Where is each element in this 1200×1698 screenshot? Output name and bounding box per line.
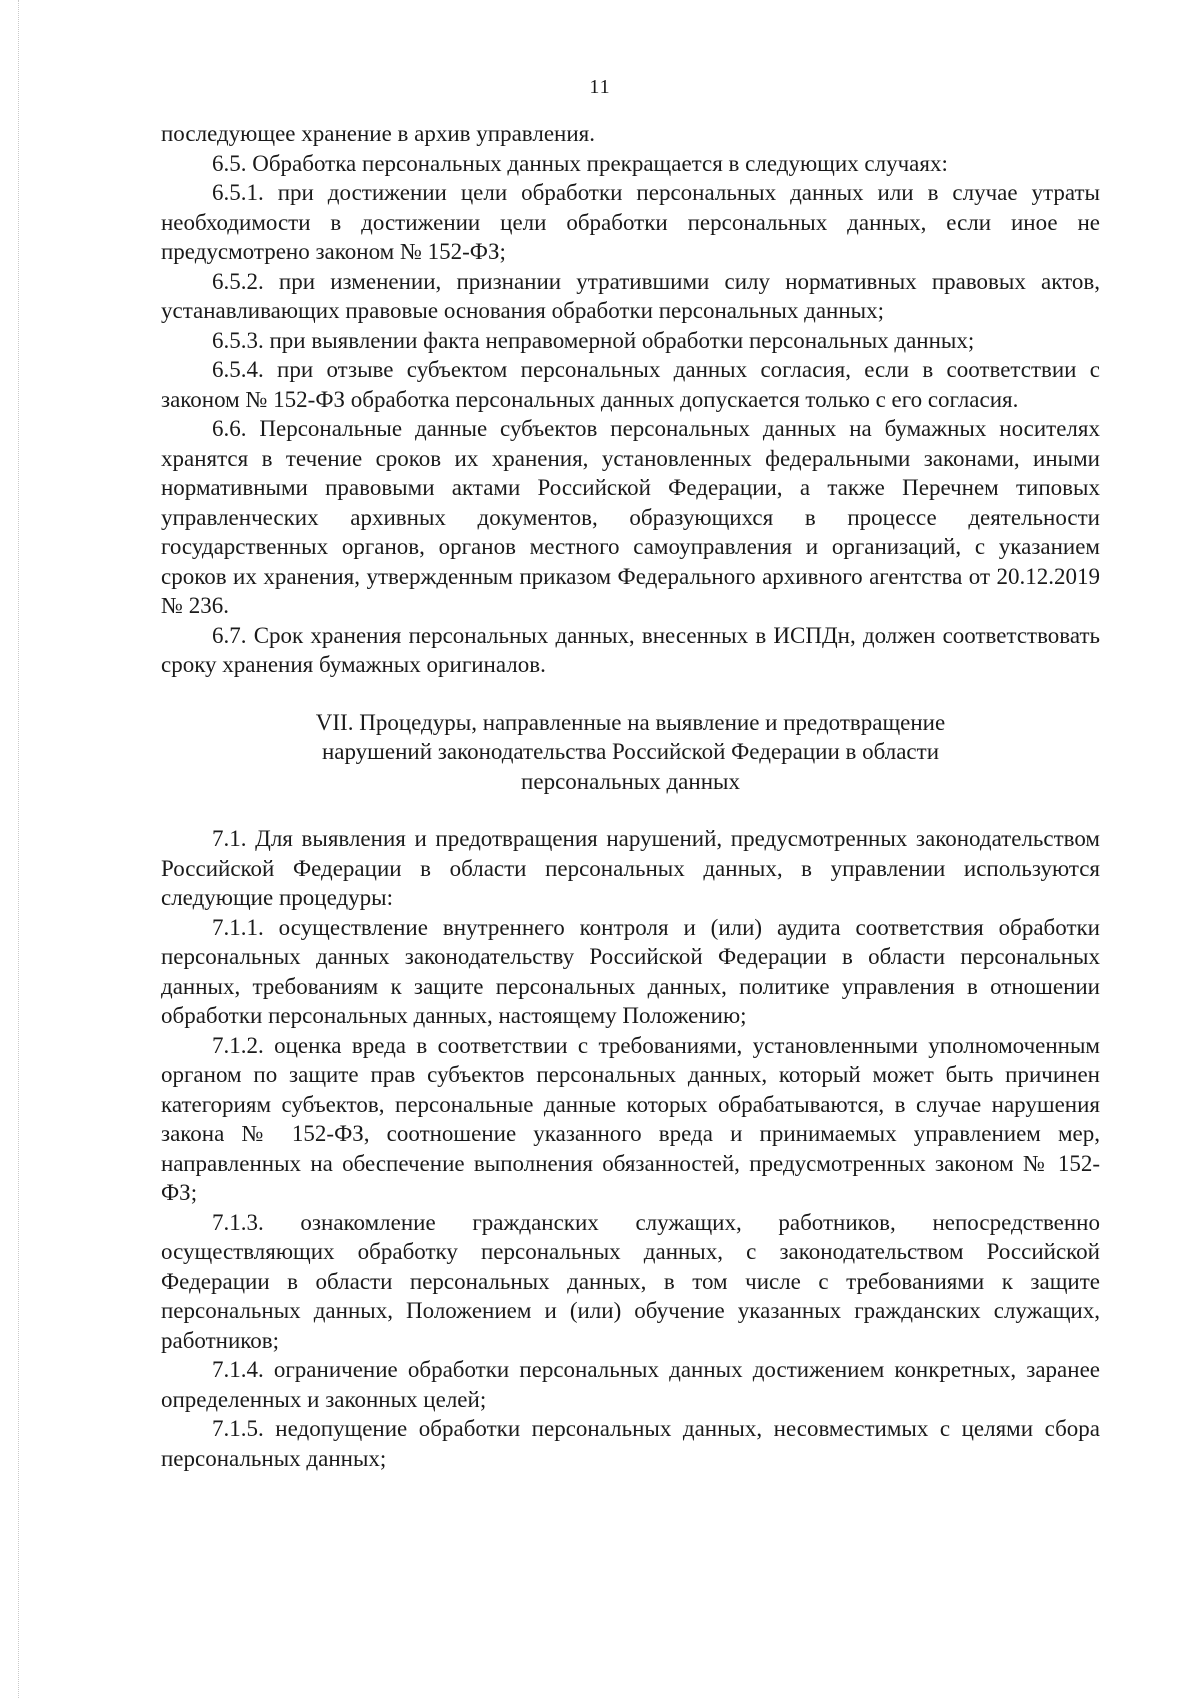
page-number: 11: [589, 76, 611, 98]
paragraph-7-1-2: 7.1.2. оценка вреда в соответствии с требованиями, установленными уполномоченным органом по защите прав субъектов персональных данных, который может быть причинен категориям субъектов, персональные данные которых обрабатываются, в случае нарушения закона № 152-ФЗ, соотношение указанного вреда и принимаемых управлением мер, направленных на обеспечение выполнения обязанностей, предусмотренных законом № 152-ФЗ;: [161, 1032, 1100, 1205]
paragraph-6-5-1: 6.5.1. при достижении цели обработки персональных данных или в случае утраты необходимости в достижении цели обработки персональных данных, если иное не предусмотрено законом № 152-ФЗ;: [161, 180, 1100, 264]
paragraph-7-1-5: 7.1.5. недопущение обработки персональных данных, несовместимых с целями сбора персональных данных;: [161, 1416, 1100, 1471]
scan-edge-line: [18, 0, 19, 1698]
paragraph-6-6: 6.6. Персональные данные субъектов персональных данных на бумажных носителях хранятся в течение сроков их хранения, установленных федеральными законами, иными нормативными правовыми актами Российской Федерации, а также Перечнем типовых управленческих архивных документов, образующихся в процессе деятельности государственных органов, органов местного самоуправления и организаций, с указанием сроков их хранения, утвержденным приказом Федерального архивного агентства от 20.12.2019 № 236.: [161, 416, 1100, 618]
paragraph-6-5-4: 6.5.4. при отзыве субъектом персональных данных согласия, если в соответствии с законом № 152-ФЗ обработка персональных данных допускается только с его согласия.: [161, 357, 1100, 412]
paragraph-6-5-3: 6.5.3. при выявлении факта неправомерной обработки персональных данных;: [212, 327, 975, 353]
paragraph-7-1: 7.1. Для выявления и предотвращения нарушений, предусмотренных законодательством Российской Федерации в области персональных данных, в управлении используются следующие процедуры:: [161, 826, 1100, 910]
page-content: [161, 119, 1100, 1473]
section-heading-line-2: нарушений законодательства Российской Федерации в области: [321, 739, 940, 764]
paragraph-7-1-3: 7.1.3. ознакомление гражданских служащих, работников, непосредственно осуществляющих обработку персональных данных, с законодательством Российской Федерации в области персональных данных, в том числе с требованиями к защите персональных данных, Положением и (или) обучение указанных гражданских служащих, работников;: [161, 1209, 1100, 1353]
paragraph-6-7: 6.7. Срок хранения персональных данных, внесенных в ИСПДн, должен соответствовать сроку хранения бумажных оригиналов.: [161, 622, 1100, 677]
section-heading-vii: [161, 708, 1100, 797]
paragraph-6-5: 6.5. Обработка персональных данных прекращается в следующих случаях:: [212, 150, 948, 176]
paragraph-6-5-2: 6.5.2. при изменении, признании утратившими силу нормативных правовых актов, устанавливающих правовые основания обработки персональных данных;: [161, 268, 1100, 323]
paragraph-7-1-4: 7.1.4. ограничение обработки персональных данных достижением конкретных, заранее определенных и законных целей;: [161, 1357, 1100, 1412]
section-heading-line-3: персональных данных: [521, 768, 740, 794]
paragraph-storage-archive: последующее хранение в архив управления.: [161, 121, 595, 146]
paragraph-7-1-1: 7.1.1. осуществление внутреннего контроля и (или) аудита соответствия обработки персональных данных законодательству Российской Федерации в области персональных данных, требованиям к защите персональных данных, политике управления в отношении обработки персональных данных, настоящему Положению;: [161, 914, 1100, 1028]
section-heading-line-1: VII. Процедуры, направленные на выявление и предотвращение: [315, 709, 946, 735]
